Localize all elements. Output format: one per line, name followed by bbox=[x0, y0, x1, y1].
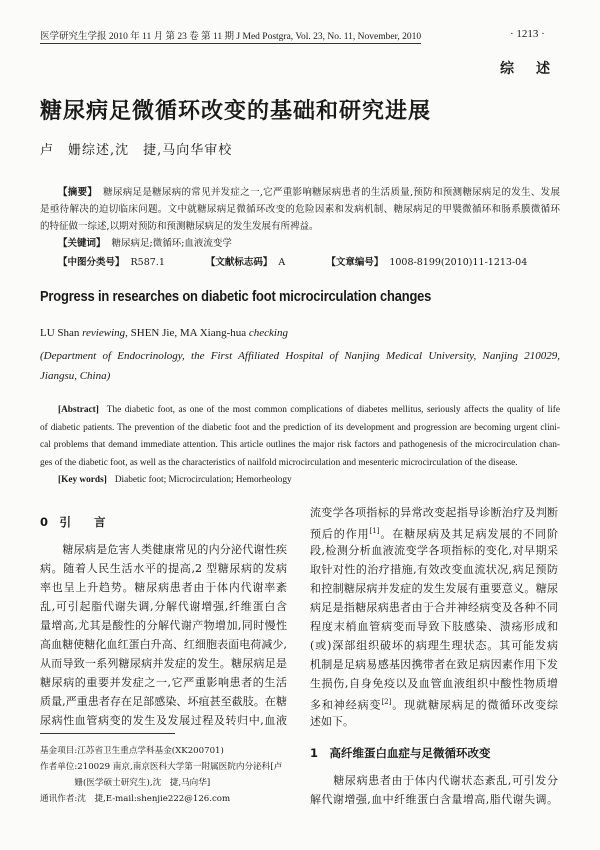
body-line: 生损伤,自身免疫以及血管血液组织中酸性物质增 bbox=[310, 677, 558, 690]
body-line: 病足是指糖尿病患者由于合并神经病变及各种不同 bbox=[310, 601, 558, 614]
body-line: 率也呈上升趋势。糖尿病患者由于体内代谢率紊 bbox=[40, 581, 287, 594]
doc-code-value: A bbox=[278, 257, 286, 268]
abstract-line: of diabetic patients. The prevention of the diabetic foot and the prediction of its development and progression are becoming urgent clini- bbox=[40, 422, 560, 433]
body-line: 段,检测分析血液流变学各项指标的变化,对早期采 bbox=[310, 544, 558, 557]
body-line: 病。随着人民生活水平的提高,2 型糖尿病的发病 bbox=[40, 562, 287, 575]
author-text: , SHEN Jie, MA Xiang-hua bbox=[125, 327, 249, 339]
body-line: 多和神经病变[2]。现就糖尿病足的微循环改变综 bbox=[310, 698, 558, 712]
english-authors bbox=[40, 327, 288, 339]
classification-row bbox=[58, 254, 527, 268]
column-tag: 综述 bbox=[500, 61, 572, 77]
body-line: (或)深部组织破坏的病理生理状态。其可能发病 bbox=[310, 639, 558, 652]
right-column-body bbox=[310, 503, 558, 731]
keywords-label: 【关键词】 bbox=[58, 238, 106, 249]
english-title: Progress in researches on diabetic foot microcirculation changes bbox=[40, 288, 432, 305]
class-value: R587.1 bbox=[130, 257, 165, 268]
citation[interactable]: [2] bbox=[381, 698, 392, 706]
running-header: 医学研究生学报 2010 年 11 月 第 23 卷 第 11 期 J Med Postgra, Vol. 23, No. 11, November, 2010 bbox=[40, 28, 421, 44]
abstract-line bbox=[40, 184, 560, 201]
citation[interactable]: [1] bbox=[369, 527, 380, 535]
body-line: 高血糖使糖化血红蛋白升高、红细胞表面电荷减少, bbox=[40, 638, 287, 651]
body-line: 取针对性的治疗措施,有效改变血流状况,病足预防 bbox=[310, 563, 558, 576]
abstract-line: cal problems that demand immediate attention. This article outlines the major risk factors and pathogenesis of the microcirculation chan- bbox=[40, 440, 560, 450]
abstract-label: 【摘要】 bbox=[58, 187, 98, 198]
author-text: LU Shan bbox=[40, 327, 83, 339]
author-role: reviewing bbox=[82, 327, 126, 339]
body-line: 尿病性血管病变的发生及发展过程及转归中,血液 bbox=[40, 714, 287, 727]
body-line: 机制是足病易感基因携带者在致足病因素作用下发 bbox=[310, 658, 558, 671]
abstract-line: 的特征做一综述,以期对预防和预测糖尿病足的发生发展有所裨益。 bbox=[40, 221, 319, 232]
authors: 卢 姗综述,沈 捷,马向华审校 bbox=[40, 143, 233, 158]
body-line: 述如下。 bbox=[310, 715, 354, 728]
footnote-line: 作者单位:210029 南京,南京医科大学第一附属医院内分泌科[卢 bbox=[40, 762, 283, 772]
footnote-line: 通讯作者:沈 捷,E-mail:shenjie222@126.com bbox=[40, 794, 231, 804]
abstract-label: [Abstract] bbox=[58, 405, 99, 415]
section-heading-introduction: 0 引 言 bbox=[40, 515, 106, 529]
keywords-label: [Key words] bbox=[58, 475, 107, 485]
footnote-line: 姗(医学硕士研究生),沈 捷,马向华] bbox=[40, 778, 211, 788]
body-line: 质量,严重患者存在足部感染、坏疽甚至截肢。在糖 bbox=[40, 695, 287, 708]
body-line: 糖尿病的重要并发症之一,它严重影响患者的生活 bbox=[40, 676, 287, 689]
english-keywords bbox=[40, 472, 560, 490]
abstract-line: ges of the diabetic foot, as well as the characteristics of nailfold microcirculation and mesenteric microcirculation of the disease. bbox=[40, 457, 518, 468]
page-number: · 1213 · bbox=[510, 28, 545, 40]
abstract-text: The diabetic foot, as one of the most common complications of diabetes mellitus, seriously affects the quality of life bbox=[106, 405, 560, 415]
article-no-label: 【文章编号】 bbox=[326, 257, 384, 268]
body-line: 糖尿病患者由于体内代谢状态紊乱,可引发分 bbox=[310, 774, 558, 787]
right-column-body-2 bbox=[310, 771, 558, 809]
english-affiliation bbox=[40, 346, 560, 386]
keywords-value: 糖尿病足;微循环;血液流变学 bbox=[111, 238, 232, 249]
body-line: 和控制糖尿病并发症的发生发展有重要意义。糖尿 bbox=[310, 582, 558, 595]
affiliation-line: Jiangsu, China) bbox=[40, 370, 111, 382]
footnote-rule bbox=[40, 733, 175, 734]
section-heading-1: 1 高纤维蛋白血症与足微循环改变 bbox=[310, 746, 491, 760]
footnote-line: 基金项目:江苏省卫生重点学科基金(XK200701) bbox=[40, 746, 224, 756]
keywords-value: Diabetic foot; Microcirculation; Hemorheology bbox=[114, 475, 292, 485]
body-line: 从而导致一系列糖尿病并发症的发生。糖尿病足是 bbox=[40, 657, 287, 670]
doc-code-label: 【文献标志码】 bbox=[205, 257, 273, 268]
chinese-abstract bbox=[40, 184, 560, 252]
left-column-body bbox=[40, 540, 287, 730]
abstract-line bbox=[40, 402, 560, 420]
body-line: 流变学各项指标的异常改变起指导诊断治疗及判断 bbox=[310, 506, 558, 519]
abstract-line: 是亟待解决的迫切临床问题。文中就糖尿病足微循环改变的危险因素和发病机制、糖尿病足的甲襞微循环和肠系膜微循环 bbox=[40, 204, 560, 215]
body-line: 乱,可引起脂代谢失调,分解代谢增强,纤维蛋白含 bbox=[40, 600, 287, 613]
body-line: 糖尿病是危害人类健康常见的内分泌代谢性疾 bbox=[40, 543, 287, 556]
body-line: 解代谢增强,血中纤维蛋白含量增高,脂代谢失调。 bbox=[310, 793, 558, 806]
affiliation-line: (Department of Endocrinology, the First Affiliated Hospital of Nanjing Medical University, Nanjing 210029, bbox=[40, 350, 560, 362]
body-line: 程度末梢血管病变而导致下肢感染、溃疡形成和 bbox=[310, 620, 558, 633]
keywords bbox=[40, 235, 560, 252]
footnotes bbox=[40, 743, 282, 807]
class-label: 【中图分类号】 bbox=[58, 257, 125, 268]
body-line: 预后的作用[1]。在糖尿病及其足病发展的不同阶 bbox=[310, 527, 558, 541]
body-line: 量增高,尤其是酸性的分解代谢产物增加,同时慢性 bbox=[40, 619, 287, 632]
english-abstract bbox=[40, 402, 560, 490]
author-role: checking bbox=[248, 327, 288, 339]
article-no-value: 1008-8199(2010)11-1213-04 bbox=[389, 257, 528, 268]
article-title: 糖尿病足微循环改变的基础和研究进展 bbox=[40, 99, 432, 124]
abstract-text: 糖尿病足是糖尿病的常见并发症之一,它严重影响糖尿病患者的生活质量,预防和预测糖尿病足的发生、发展 bbox=[103, 187, 560, 198]
